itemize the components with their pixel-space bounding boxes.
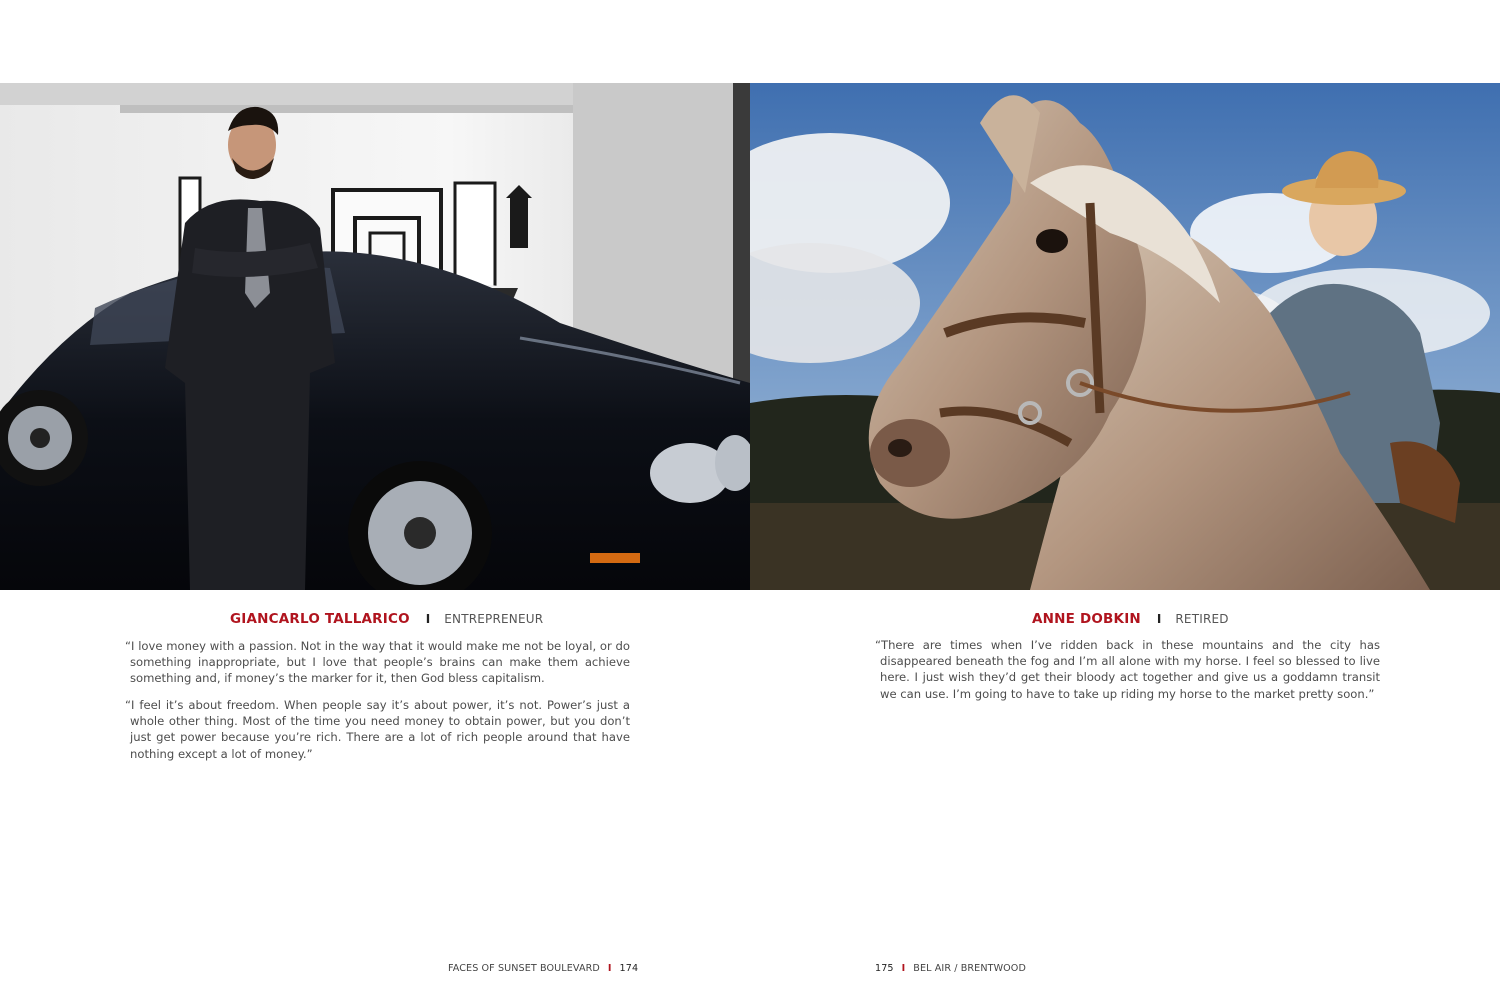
left-person-occupation: ENTREPRENEUR: [444, 612, 544, 626]
right-page-footer: [875, 963, 1026, 974]
right-footer-separator: I: [901, 963, 906, 974]
left-heading-separator: I: [425, 612, 431, 626]
right-footer-title: BEL AIR / BRENTWOOD: [913, 963, 1026, 974]
right-person-heading: [1032, 609, 1229, 629]
left-person-heading: [230, 609, 543, 629]
left-quote-2: “I feel it’s about freedom. When people say it’s about power, it’s not. Power’s just a whole other thing. Most of the time you need money to obtain power, but you don’t just get power because you’re rich. There are a lot of rich people around that have nothing except a lot of money.”: [125, 698, 630, 761]
left-person-name: GIANCARLO TALLARICO: [230, 611, 410, 627]
photo-woman-on-horse: [750, 83, 1500, 590]
photo-man-with-car: [0, 83, 750, 590]
right-person-occupation: RETIRED: [1175, 612, 1229, 626]
right-person-name: ANNE DOBKIN: [1032, 611, 1141, 627]
right-quote-1: “There are times when I’ve ridden back in these mountains and the city has disappeared beneath the fog and I’m all alone with my horse. I feel so blessed to live here. I just wish they’d get their bloody act together and give us a goddamn transit we can use. I’m going to have to take up riding my horse to the market pretty soon.”: [875, 638, 1380, 701]
left-footer-title: FACES OF SUNSET BOULEVARD: [448, 963, 600, 974]
left-page-number: 174: [619, 963, 639, 974]
right-page-number: 175: [875, 963, 894, 974]
left-footer-separator: I: [607, 963, 612, 974]
right-heading-separator: I: [1156, 612, 1162, 626]
left-quote-1: “I love money with a passion. Not in the way that it would make me not be loyal, or do something inappropriate, but I love that people’s brains can make them achieve something and, if money’s the marker for it, then God bless capitalism.: [125, 639, 630, 686]
left-page-footer: [448, 963, 638, 974]
